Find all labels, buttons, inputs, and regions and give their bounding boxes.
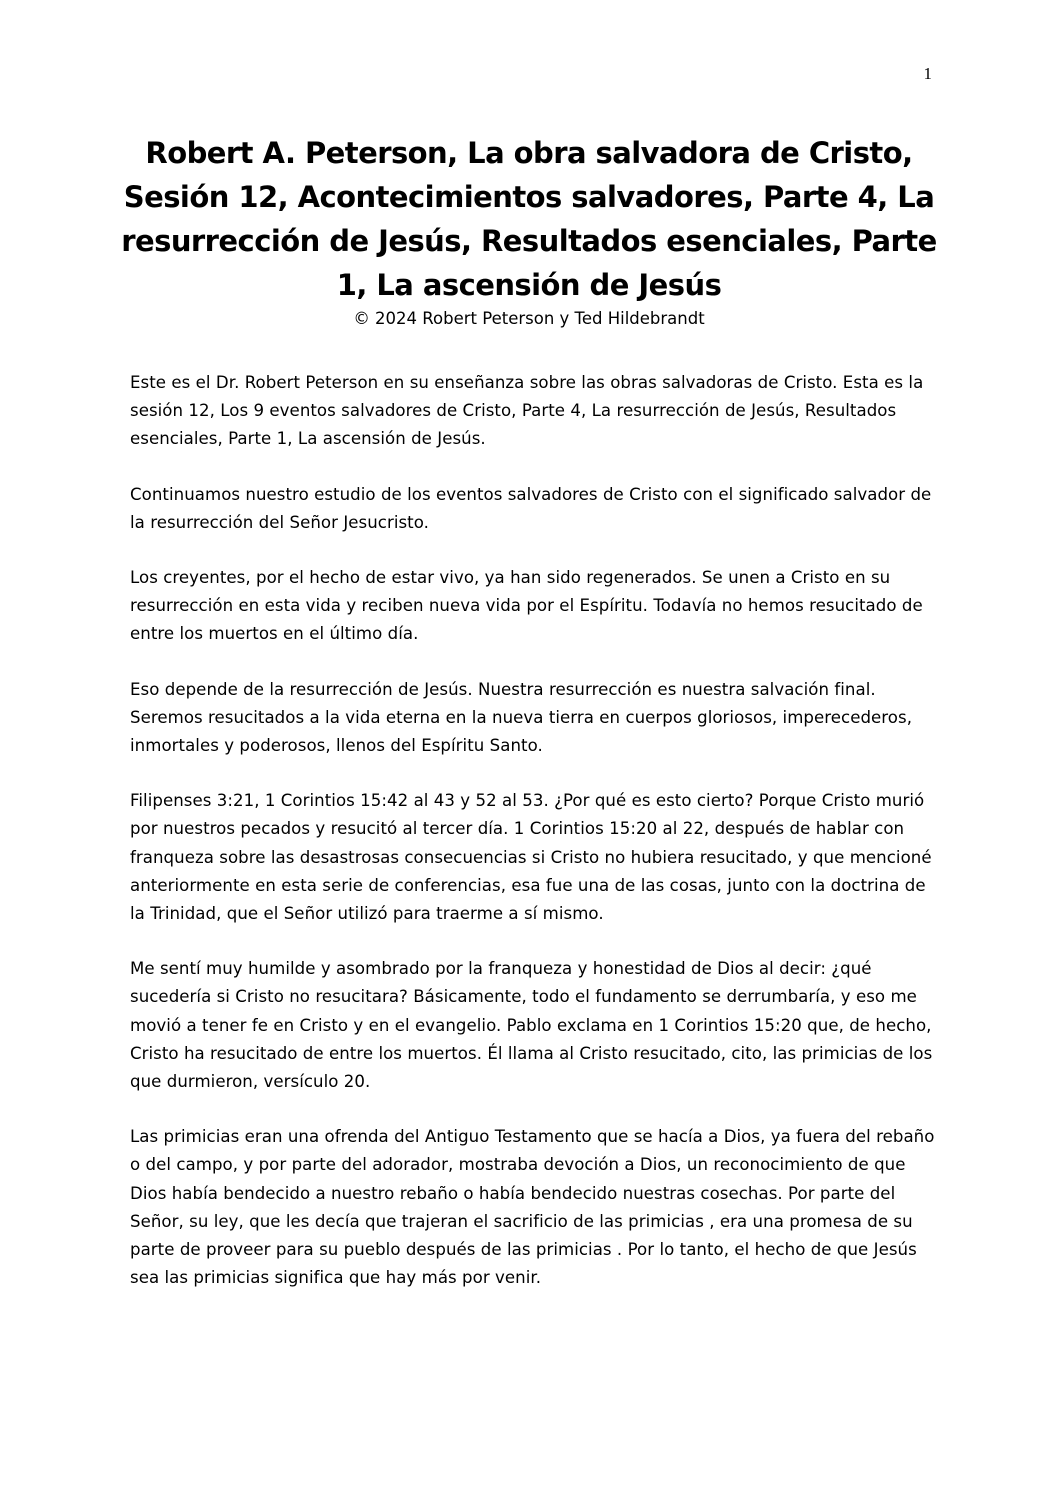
paragraph: Filipenses 3:21, 1 Corintios 15:42 al 43 y 52 al 53. ¿Por qué es esto cierto? Porque Cristo murió por nuestros pecados y resucitó al tercer día. 1 Corintios 15:20 al 22, después de hablar con franqueza sobre las desastrosas consecuencias si Cristo no hubiera resucitado, y que mencioné anteriormente en esta serie de conferencias, esa fue una de las cosas, junto con la doctrina de la Trinidad, que el Señor utilizó para traerme a sí mismo.: [130, 791, 932, 924]
paragraph: Este es el Dr. Robert Peterson en su enseñanza sobre las obras salvadoras de Cristo. Esta es la sesión 12, Los 9 eventos salvadores de Cristo, Parte 4, La resurrección de Jesús, Resultados esenciales, Parte 1, La ascensión de Jesús.: [130, 373, 924, 449]
body-text: [130, 369, 942, 1319]
document-title: Robert A. Peterson, La obra salvadora de Cristo, Sesión 12, Acontecimientos salvadores, Parte 4, La resurrección de Jesús, Resultados esenciales, Parte 1, La ascensión de Jesús: [121, 136, 937, 302]
copyright-line: © 2024 Robert Peterson y Ted Hildebrandt: [353, 309, 705, 328]
paragraph: Me sentí muy humilde y asombrado por la franqueza y honestidad de Dios al decir: ¿qué sucedería si Cristo no resucitara? Básicamente, todo el fundamento se derrumbaría, y eso me movió a tener fe en Cristo y en el evangelio. Pablo exclama en 1 Corintios 15:20 que, de hecho, Cristo ha resucitado de entre los muertos. Él llama al Cristo resucitado, cito, las primicias de los que durmieron, versículo 20.: [130, 959, 933, 1092]
paragraph: Los creyentes, por el hecho de estar vivo, ya han sido regenerados. Se unen a Cristo en su resurrección en esta vida y reciben nueva vida por el Espíritu. Todavía no hemos resucitado de entre los muertos en el último día.: [130, 568, 923, 644]
paragraph: Las primicias eran una ofrenda del Antiguo Testamento que se hacía a Dios, ya fuera del rebaño o del campo, y por parte del adorador, mostraba devoción a Dios, un reconocimiento de que Dios había bendecido a nuestro rebaño o había bendecido nuestras cosechas. Por parte del Señor, su ley, que les decía que trajeran el sacrificio de las primicias , era una promesa de su parte de proveer para su pueblo después de las primicias . Por lo tanto, el hecho de que Jesús sea las primicias significa que hay más por venir.: [130, 1127, 935, 1288]
title-block: [120, 131, 938, 330]
page-number: 1: [923, 64, 932, 83]
paragraph: Eso depende de la resurrección de Jesús. Nuestra resurrección es nuestra salvación final. Seremos resucitados a la vida eterna en la nueva tierra en cuerpos gloriosos, imperecederos, inmortales y poderosos, llenos del Espíritu Santo.: [130, 679, 913, 756]
paragraph: Continuamos nuestro estudio de los eventos salvadores de Cristo con el significado salvador de la resurrección del Señor Jesucristo.: [130, 484, 932, 532]
